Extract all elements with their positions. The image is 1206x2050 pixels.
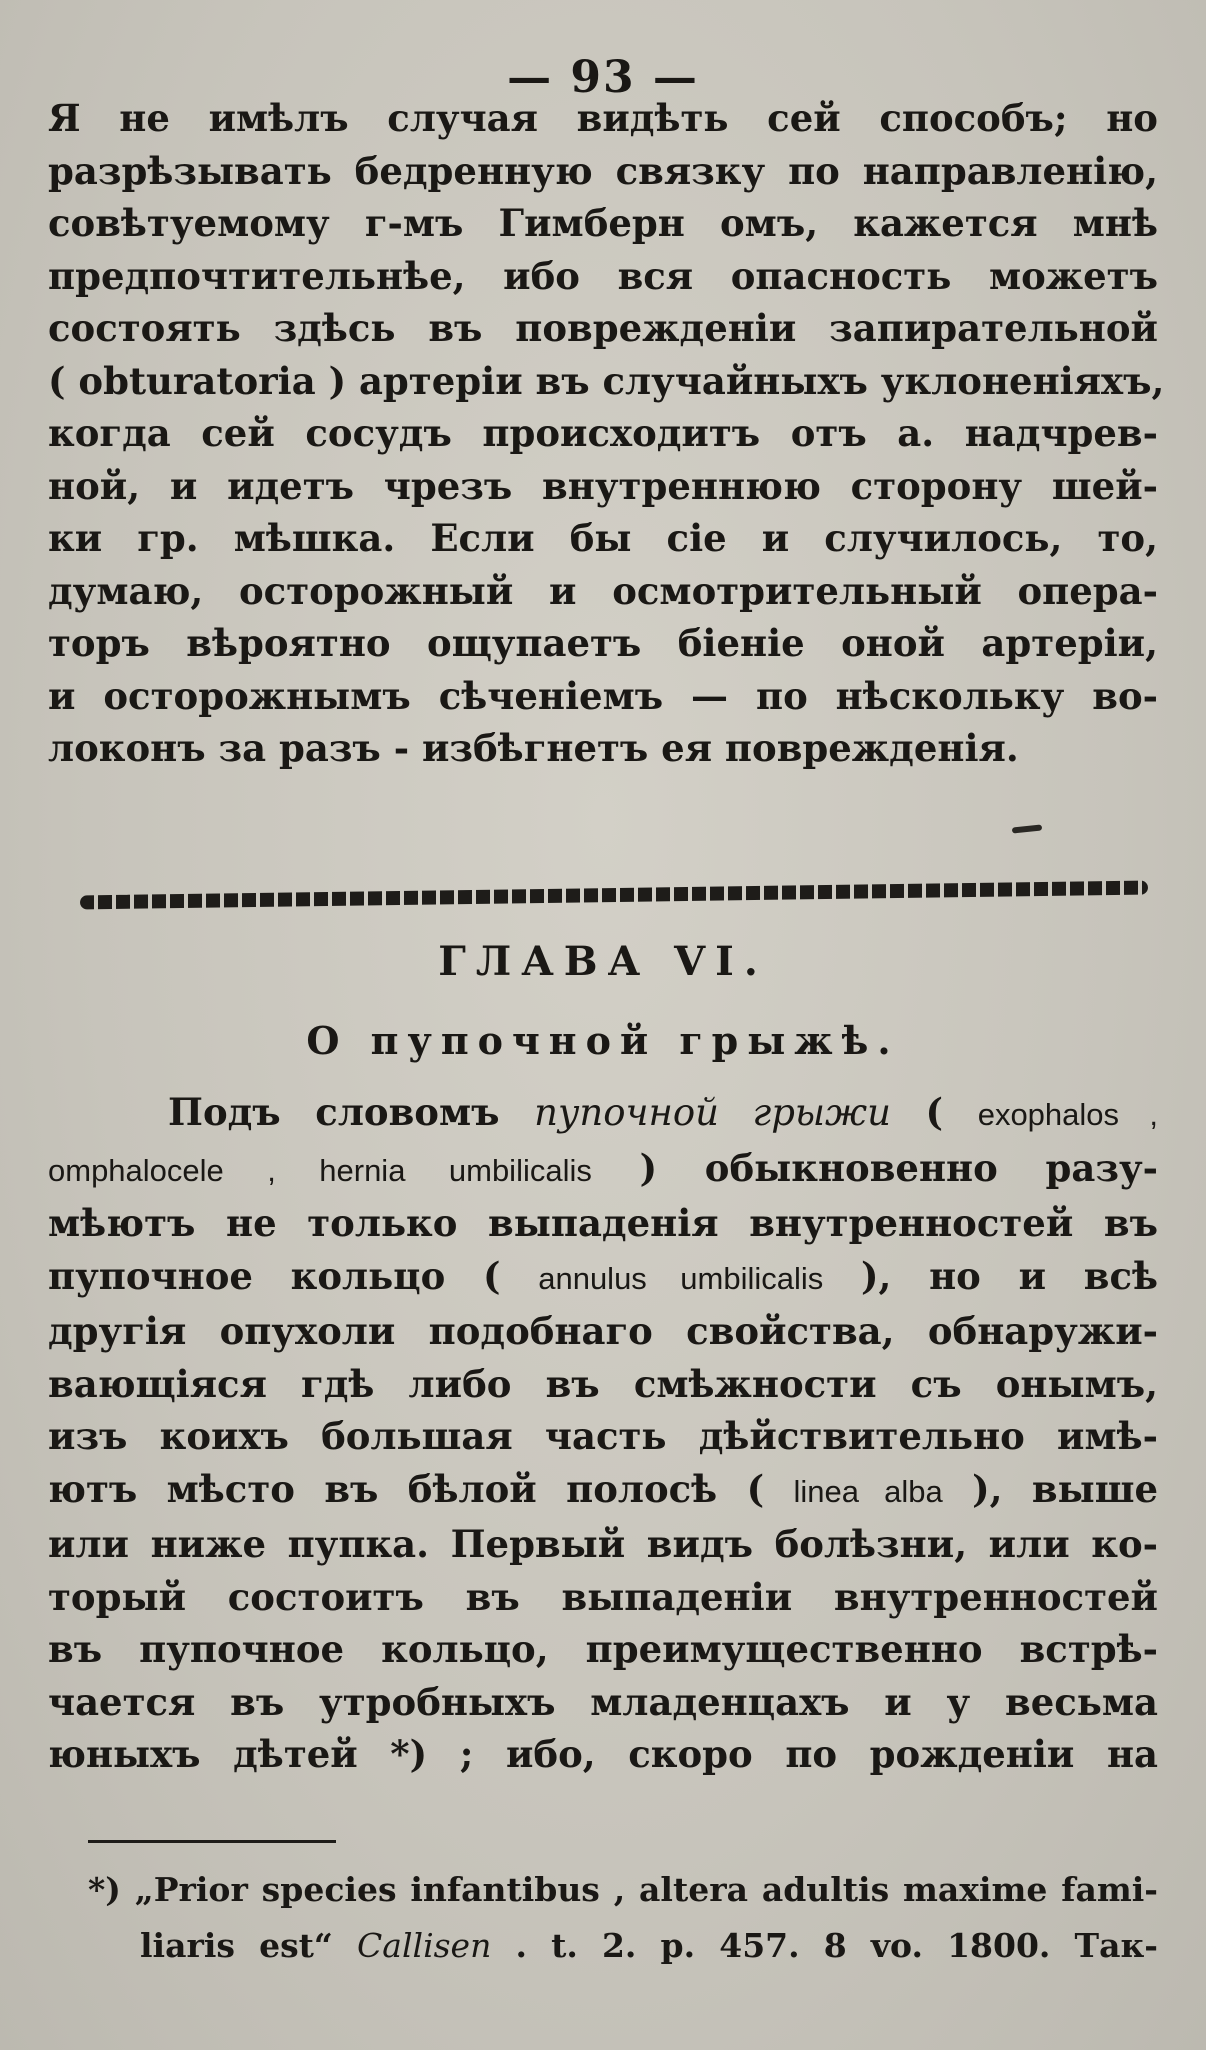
section-title: О пупочной грыжѣ. bbox=[306, 1018, 900, 1063]
chapter-title: ГЛАВА VI. bbox=[438, 938, 768, 985]
text-line: предпочтительнѣе, ибо вся опасность можетъ bbox=[48, 253, 1158, 298]
latin-term: omphalocele , hernia umbilicalis bbox=[48, 1152, 592, 1188]
text-line bbox=[48, 1142, 1158, 1198]
text-segment: ( bbox=[890, 1090, 978, 1134]
text-line bbox=[48, 1463, 1158, 1519]
text-line: совѣтуемому г-мъ Гимберн омъ, кажется мнѣ bbox=[48, 201, 1158, 245]
text-line: чается въ утробныхъ младенцахъ и у весьма bbox=[48, 1679, 1158, 1724]
text-segment: ), выше bbox=[942, 1466, 1158, 1511]
top-paragraph bbox=[48, 92, 1165, 775]
footnote-line: *) „Prior species infantibus , altera adultis maxime fami- bbox=[88, 1870, 1158, 1909]
text-line: Я не имѣлъ случая видѣть сей способъ; но bbox=[48, 96, 1158, 140]
text-segment: ), но и всѣ bbox=[823, 1253, 1159, 1298]
text-line: или ниже пупка. Первый видъ болѣзни, или ко- bbox=[48, 1522, 1158, 1566]
text-line: когда сей сосудъ происходитъ отъ а. надчрев- bbox=[48, 411, 1158, 455]
text-line: состоять здѣсь въ поврежденіи запирательной bbox=[48, 306, 1158, 350]
text-segment: . t. 2. p. 457. 8 vo. 1800. Так- bbox=[491, 1926, 1158, 1965]
text-segment: Подъ словомъ bbox=[168, 1090, 535, 1134]
text-line: и осторожнымъ сѣченіемъ — по нѣскольку во- bbox=[48, 673, 1158, 718]
text-segment: ) обыкновенно разу- bbox=[591, 1145, 1158, 1190]
footnote-rule bbox=[88, 1840, 336, 1843]
page-number: — 93 — bbox=[507, 52, 699, 103]
italic-author: Callisen bbox=[357, 1926, 492, 1965]
footnote bbox=[88, 1862, 1158, 1974]
text-line: вающіяся гдѣ либо въ смѣжности съ онымъ, bbox=[48, 1361, 1158, 1406]
text-line: изъ коихъ большая часть дѣйствительно имѣ- bbox=[48, 1414, 1158, 1458]
text-line: ( obturatoria ) артеріи въ случайныхъ уклоненіяхъ, bbox=[48, 358, 1165, 403]
text-line: юныхъ дѣтей *) ; ибо, скоро по рожденіи на bbox=[48, 1732, 1158, 1776]
text-segment: liaris est“ bbox=[140, 1926, 358, 1965]
text-line bbox=[48, 1086, 1158, 1142]
text-line bbox=[48, 1250, 1158, 1306]
text-line: другія опухоли подобнаго свойства, обнаружи- bbox=[48, 1309, 1158, 1353]
latin-term: linea alba bbox=[793, 1473, 943, 1509]
text-line: мѣютъ не только выпаденія внутренностей въ bbox=[48, 1201, 1158, 1245]
text-line: въ пупочное кольцо, преимущественно встрѣ- bbox=[48, 1627, 1158, 1671]
text-line: торый состоитъ въ выпаденіи внутренностей bbox=[48, 1574, 1158, 1619]
text-line: ки гр. мѣшка. Если бы сіе и случилось, то, bbox=[48, 516, 1158, 560]
latin-term: annulus umbilicalis bbox=[538, 1260, 824, 1296]
footnote-line bbox=[88, 1918, 1158, 1974]
text-line: думаю, осторожный и осмотрительный опера- bbox=[48, 568, 1158, 613]
text-line: ной, и идетъ чрезъ внутреннюю сторону шей- bbox=[48, 463, 1158, 508]
text-line: локонъ за разъ - избѣгнетъ ея поврежденія. bbox=[48, 726, 1019, 770]
text-segment: пупочное кольцо ( bbox=[48, 1253, 539, 1298]
italic-term: пупочной грыжи bbox=[534, 1091, 891, 1134]
text-line: торъ вѣроятно ощупаетъ біеніе оной артеріи, bbox=[48, 621, 1158, 665]
text-segment: ютъ мѣсто въ бѣлой полосѣ ( bbox=[48, 1466, 794, 1511]
latin-term: exophalos , bbox=[977, 1097, 1159, 1132]
text-line: разрѣзывать бедренную связку по направленію, bbox=[48, 148, 1158, 193]
ink-dash-mark bbox=[1012, 824, 1042, 833]
body-paragraph bbox=[48, 1086, 1158, 1781]
ornamental-divider bbox=[80, 881, 1148, 910]
